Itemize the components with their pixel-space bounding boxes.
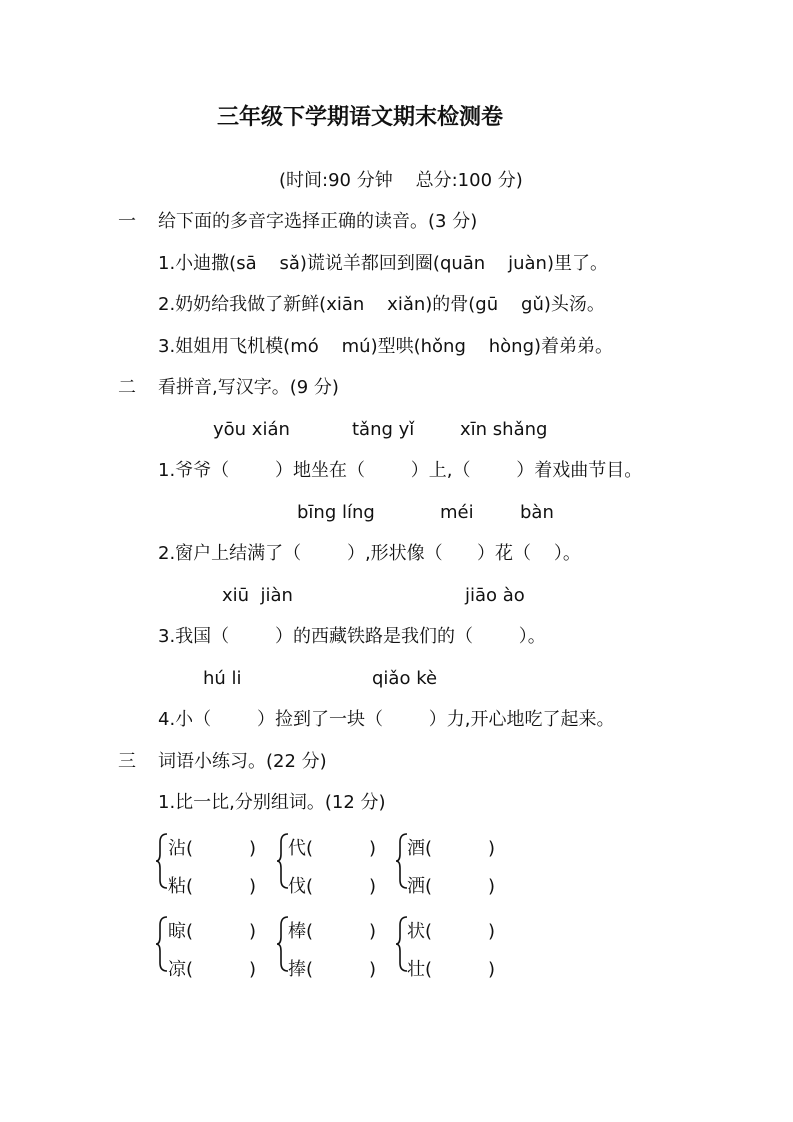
exam-info: (时间:90 分钟 总分:100 分) [279, 170, 523, 191]
close-paren: ) [488, 921, 496, 942]
question-line: 3.我国（ ）的西藏铁路是我们的（ ）。 [158, 626, 546, 647]
close-paren: ) [369, 876, 377, 897]
word-pair-item: 棒( [288, 921, 314, 942]
pinyin-text: bàn [520, 502, 554, 523]
close-paren: ) [369, 959, 377, 980]
word-pair-item: 沾( [168, 838, 194, 859]
close-paren: ) [369, 838, 377, 859]
section-heading-3: 词语小练习。(22 分) [158, 751, 327, 772]
question-line: 3.姐姐用飞机模(mó mú)型哄(hǒng hòng)着弟弟。 [158, 336, 614, 357]
close-paren: ) [249, 959, 257, 980]
pinyin-text: xīn shǎng [460, 419, 548, 440]
word-pair-item: 捧( [288, 959, 314, 980]
pinyin-text: xiū jiàn [222, 585, 293, 606]
section-number-1: 一 [118, 211, 136, 232]
word-pair-item: 酒( [407, 838, 433, 859]
close-paren: ) [249, 876, 257, 897]
pinyin-text: hú li [203, 668, 242, 689]
question-line: 1.小迪撒(sā sǎ)谎说羊都回到圈(quān juàn)里了。 [158, 253, 608, 274]
question-line: 1.爷爷（ ）地坐在（ ）上,（ ）着戏曲节目。 [158, 460, 643, 481]
word-pair-item: 伐( [288, 876, 314, 897]
section-heading-2: 看拼音,写汉字。(9 分) [158, 377, 339, 398]
pinyin-text: bīng líng [297, 502, 375, 523]
close-paren: ) [369, 921, 377, 942]
word-pair-item: 洒( [407, 876, 433, 897]
close-paren: ) [249, 921, 257, 942]
close-paren: ) [488, 838, 496, 859]
pinyin-text: méi [440, 502, 474, 523]
section-number-2: 二 [118, 377, 136, 398]
sub-question: 1.比一比,分别组词。(12 分) [158, 792, 386, 813]
pinyin-text: qiǎo kè [372, 668, 438, 689]
close-paren: ) [488, 876, 496, 897]
word-pair-item: 代( [288, 838, 314, 859]
section-heading-1: 给下面的多音字选择正确的读音。(3 分) [158, 211, 478, 232]
question-line: 2.窗户上结满了（ ）,形状像（ ）花（ ）。 [158, 543, 581, 564]
question-line: 4.小（ ）捡到了一块（ ）力,开心地吃了起来。 [158, 709, 615, 730]
brace-icon [155, 915, 169, 973]
close-paren: ) [488, 959, 496, 980]
brace-icon [155, 832, 169, 890]
pinyin-text: yōu xián [213, 419, 290, 440]
pinyin-text: jiāo ào [465, 585, 525, 606]
close-paren: ) [249, 838, 257, 859]
word-pair-item: 晾( [168, 921, 194, 942]
word-pair-item: 凉( [168, 959, 194, 980]
word-pair-item: 壮( [407, 959, 433, 980]
page-title: 三年级下学期语文期末检测卷 [217, 104, 504, 130]
question-line: 2.奶奶给我做了新鲜(xiān xiǎn)的骨(gū gǔ)头汤。 [158, 294, 605, 315]
word-pair-item: 粘( [168, 876, 194, 897]
pinyin-text: tǎng yǐ [352, 419, 415, 440]
word-pair-item: 状( [407, 921, 433, 942]
section-number-3: 三 [118, 751, 136, 772]
